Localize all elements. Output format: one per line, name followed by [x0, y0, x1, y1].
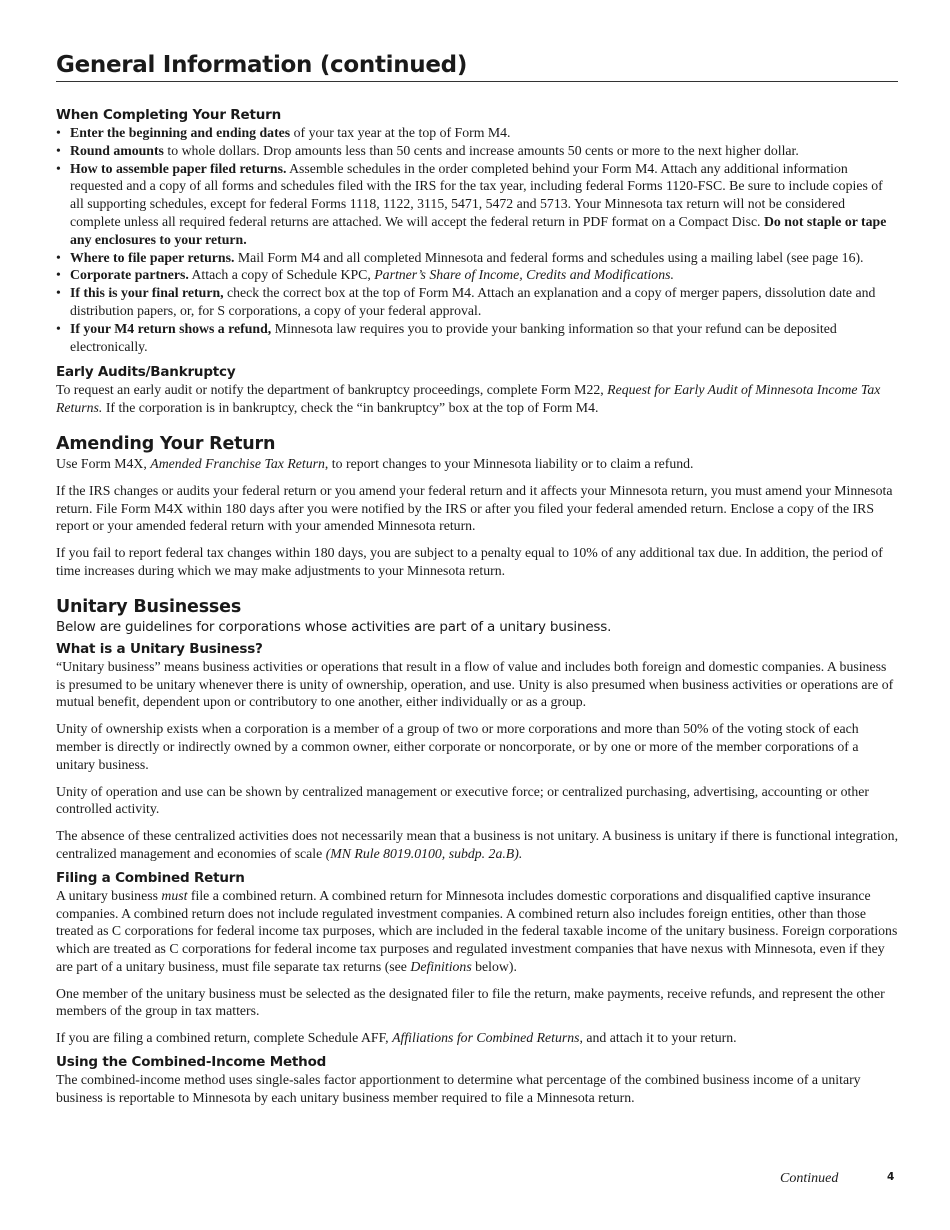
- body-text: below).: [471, 958, 517, 974]
- what-paragraph-2: Unity of ownership exists when a corporation is a member of a group of two or more corporations and more than 50% of the voting stock of each member is directly or indirectly owned by a common owner, either corporate or noncorporate, or by one or more of the member corporations of a unitary business.: [56, 721, 859, 772]
- filing-paragraph-3: [56, 1029, 898, 1047]
- method-paragraph-1: The combined-income method uses single-sales factor apportionment to determine what percentage of the combined business income of a unitary business is reportable to Minnesota by each unitary business member required to file a Minnesota return.: [56, 1072, 861, 1105]
- what-is-unitary-heading: What is a Unitary Business?: [56, 640, 263, 657]
- body-text: Mail Form M4 and all completed Minnesota and federal forms and schedules using a mailing label (see page 16).: [234, 249, 864, 265]
- page-title: General Information (continued): [56, 52, 898, 82]
- list-item: [56, 160, 898, 249]
- section-amending-return: [56, 433, 898, 580]
- body-text: Minnesota law requires you to provide your banking information so that your refund can be deposited electronically.: [70, 320, 837, 354]
- italic-text: (MN Rule 8019.0100, subdp. 2a.B).: [325, 845, 523, 861]
- bullet-icon: •: [56, 320, 61, 336]
- amending-paragraph-3: If you fail to report federal tax changes within 180 days, you are subject to a penalty equal to 10% of any additional tax due. In addition, the period of time increases during which we may make adjustments to your Minnesota return.: [56, 545, 883, 578]
- bold-text: If your M4 return shows a refund,: [70, 320, 272, 336]
- body-text: of your tax year at the top of Form M4.: [290, 125, 511, 140]
- bullet-icon: •: [56, 249, 61, 265]
- body-text: to whole dollars. Drop amounts less than 50 cents and increase amounts 50 cents or more to the next higher dollar.: [163, 142, 799, 158]
- unitary-subtitle: Below are guidelines for corporations whose activities are part of a unitary business.: [56, 618, 612, 635]
- bold-text: Where to file paper returns.: [70, 249, 235, 265]
- body-text: If you are filing a combined return, complete Schedule AFF,: [56, 1030, 393, 1046]
- continued-label: Continued: [780, 1171, 839, 1186]
- bold-text: Enter the beginning and ending dates: [70, 125, 291, 140]
- list-item: [56, 320, 898, 356]
- bold-text: Round amounts: [70, 142, 164, 158]
- list-item: [56, 249, 898, 267]
- section-early-audits: [56, 363, 898, 417]
- italic-text: Affiliations for Combined Returns: [392, 1030, 580, 1046]
- amending-paragraph-2: If the IRS changes or audits your federal return or you amend your federal return and it affects your Minnesota return, you must amend your Minnesota return. File Form M4X within 180 days after you were notified by the IRS or after you filed your federal amended return. Enclose a copy of the IRS report or your amended federal return with your amended Minnesota return.: [56, 482, 893, 534]
- combined-income-method-heading: Using the Combined-Income Method: [56, 1054, 327, 1071]
- body-text: , to report changes to your Minnesota liability or to claim a refund.: [324, 455, 694, 471]
- body-text: Attach a copy of Schedule KPC,: [188, 267, 375, 283]
- list-item: [56, 124, 898, 142]
- body-text: The absence of these centralized activities does not necessarily mean that a business is not unitary. A business is unitary if there is functional integration, centralized management and economies of scale: [56, 828, 899, 861]
- section-unitary-businesses: [56, 596, 898, 1107]
- italic-text: Partner’s Share of Income, Credits and Modifications.: [374, 267, 674, 283]
- body-text: If the corporation is in bankruptcy, check the “in bankruptcy” box at the top of Form M4.: [102, 400, 599, 416]
- amending-heading: Amending Your Return: [56, 433, 276, 454]
- italic-text: Definitions: [410, 958, 472, 974]
- what-paragraph-1: “Unitary business” means business activities or operations that result in a flow of value and includes both foreign and domestic companies. A business is presumed to be unitary whenever there is unity of ownership, operation, and use. Unity is also presumed when business activities or operations are of mutual benefit, dependent upon or contributory to one another, either individually or as a group.: [56, 658, 894, 710]
- document-page: [56, 0, 898, 1107]
- body-text: , and attach it to your return.: [579, 1030, 737, 1046]
- body-text: Assemble schedules in the order completed behind your Form M4. Attach any additional information requested and a copy of all forms and schedules filed with the IRS for the tax year, including federal Forms 1120-FSC. Be sure to include copies of all supporting schedules, except for federal Forms 1118, 1122, 3115, 5471, 5472 and 5713. Your Minnesota tax return will not be considered complete unless all required federal returns are attached. We will accept the federal return in PDF format on a Compact Disc.: [70, 160, 883, 229]
- filing-paragraph-2: One member of the unitary business must be selected as the designated filer to file the return, make payments, receive refunds, and represent the other members of the group in tax matters.: [56, 985, 885, 1019]
- bullet-icon: •: [56, 125, 61, 140]
- audits-heading: Early Audits/Bankruptcy: [56, 364, 236, 381]
- body-text: Use Form M4X,: [56, 455, 151, 471]
- bullet-icon: •: [56, 160, 61, 176]
- bold-text: Corporate partners.: [70, 267, 189, 283]
- audits-paragraph: [56, 381, 898, 417]
- body-text: check the correct box at the top of Form M4. Attach an explanation and a copy of merger papers, dissolution date and distribution papers, or, for S corporations, a copy of your federal approval.: [70, 285, 876, 318]
- what-paragraph-3: Unity of operation and use can be shown by centralized management or executive force; or centralized purchasing, advertising, accounting or other controlled activity.: [56, 783, 869, 817]
- italic-text: must: [161, 887, 188, 903]
- bold-text: How to assemble paper filed returns.: [70, 160, 287, 176]
- italic-text: Amended Franchise Tax Return: [150, 455, 325, 471]
- section-completing-return: [56, 106, 898, 355]
- italic-text: Request for Early Audit of Minnesota Income Tax Returns.: [56, 382, 881, 416]
- body-text: To request an early audit or notify the department of bankruptcy proceedings, complete Form M22,: [56, 382, 608, 398]
- list-item: [56, 266, 898, 284]
- page-number: 4: [887, 1171, 895, 1183]
- body-text: A unitary business: [56, 887, 162, 903]
- completing-list: [56, 124, 898, 355]
- filing-paragraph-1: [56, 887, 898, 976]
- bold-text: Do not staple or tape any enclosures to your return.: [70, 213, 887, 247]
- bold-text: If this is your final return,: [70, 285, 224, 301]
- completing-heading: When Completing Your Return: [56, 107, 281, 123]
- bullet-icon: •: [56, 267, 61, 283]
- list-item: [56, 142, 898, 160]
- body-text: file a combined return. A combined return for Minnesota includes domestic corporations and disqualified captive insurance companies. A combined return does not include regulated investment companies. A combined return also includes foreign entities, other than those treated as C corporations for federal income tax purposes, which are included in the federal taxable income of the unitary business. Foreign corporations which are treated as C corporations for federal income tax purposes and regulated investment companies that have nexus with Minnesota, even if they are part of a unitary business, must file separate tax returns (see: [56, 887, 898, 974]
- amending-paragraph-1: [56, 455, 898, 473]
- bullet-icon: •: [56, 285, 61, 301]
- list-item: [56, 284, 898, 320]
- what-paragraph-4: [56, 827, 898, 863]
- filing-combined-heading: Filing a Combined Return: [56, 869, 245, 886]
- bullet-icon: •: [56, 142, 61, 158]
- unitary-heading: Unitary Businesses: [56, 596, 242, 617]
